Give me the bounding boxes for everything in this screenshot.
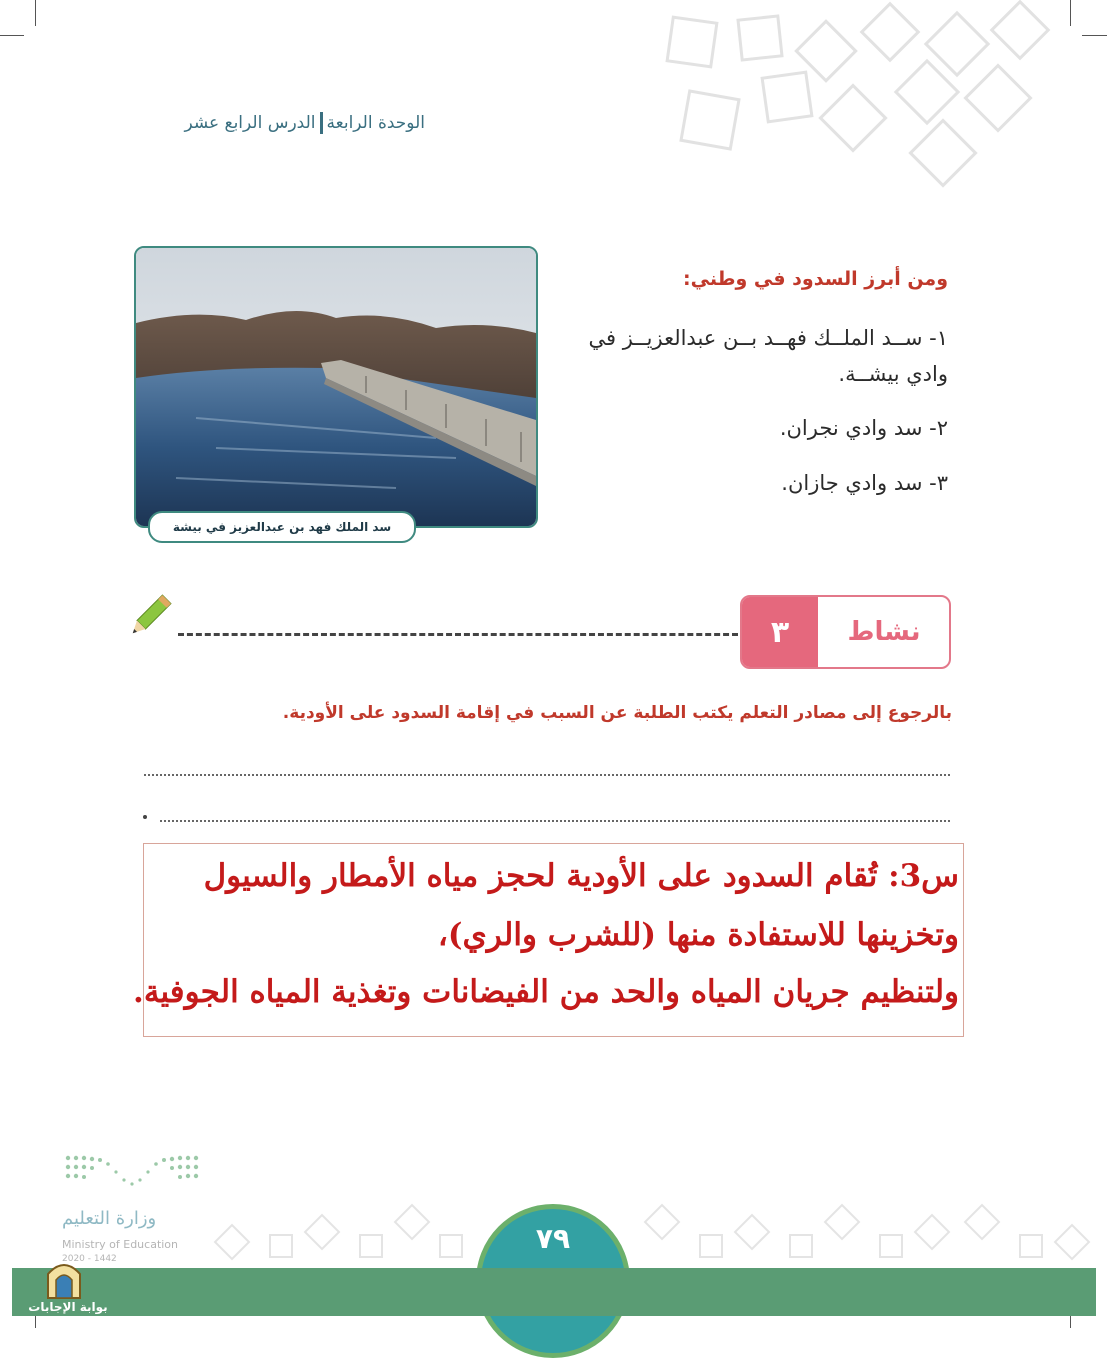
page-number: ٧٩ [535, 1222, 571, 1255]
unit-title: الوحدة الرابعة [326, 113, 425, 133]
dam-item-2: ٢- سد وادي نجران. [779, 416, 948, 440]
answer-text-line-1: س3: تُقام السدود على الأودية لحجز مياه الأمطار والسيول [203, 858, 959, 894]
site-logo-icon [42, 1256, 86, 1300]
dam-item-1: ١- ســد الملــك فهــد بــن عبدالعزيــز في [588, 326, 948, 350]
pencil-icon [126, 594, 172, 640]
ministry-year: 2020 - 1442 [62, 1254, 117, 1264]
unit-header [140, 108, 425, 138]
activity-dashed-line [178, 633, 738, 636]
decorative-pattern [655, 0, 1065, 210]
answer-line-1 [144, 774, 950, 776]
photo-caption: سد الملك فهد بن عبدالعزيز في بيشة [148, 511, 416, 543]
crop-mark [1070, 0, 1071, 26]
dams-heading: ومن أبرز السدود في وطني: [683, 268, 948, 290]
lesson-title: الدرس الرابع عشر [184, 113, 316, 133]
dam-photo [134, 246, 538, 528]
answer-line-end-dot [143, 815, 147, 819]
answer-line-2 [160, 820, 950, 822]
ministry-name-arabic: وزارة التعليم [62, 1208, 157, 1229]
activity-label: نشاط [847, 617, 921, 647]
answer-text-line-2: وتخزينها للاستفادة منها (للشرب والري)، [437, 917, 959, 953]
answer-text-line-3: ولتنظيم جريان المياه والحد من الفيضانات وتغذية المياه الجوفية. [133, 974, 959, 1010]
crop-mark [1082, 35, 1107, 36]
dam-item-3: ٣- سد وادي جازان. [781, 471, 948, 495]
dam-item-1-continued: وادي بيشــة. [838, 362, 948, 386]
crop-mark [35, 0, 36, 26]
activity-number: ٣ [742, 597, 818, 667]
ministry-name-english: Ministry of Education [62, 1238, 179, 1251]
footer-pattern [200, 1190, 1100, 1270]
footer-band [12, 1268, 1096, 1316]
activity-instruction: بالرجوع إلى مصادر التعلم يكتب الطلبة عن السبب في إقامة السدود على الأودية. [282, 703, 952, 723]
header-separator [320, 112, 323, 134]
crop-mark [0, 35, 24, 36]
ministry-logo-icon [62, 1150, 202, 1200]
answer-box [133, 843, 964, 1037]
site-name: بوابة الإجابات [28, 1300, 108, 1314]
activity-badge [740, 595, 951, 669]
